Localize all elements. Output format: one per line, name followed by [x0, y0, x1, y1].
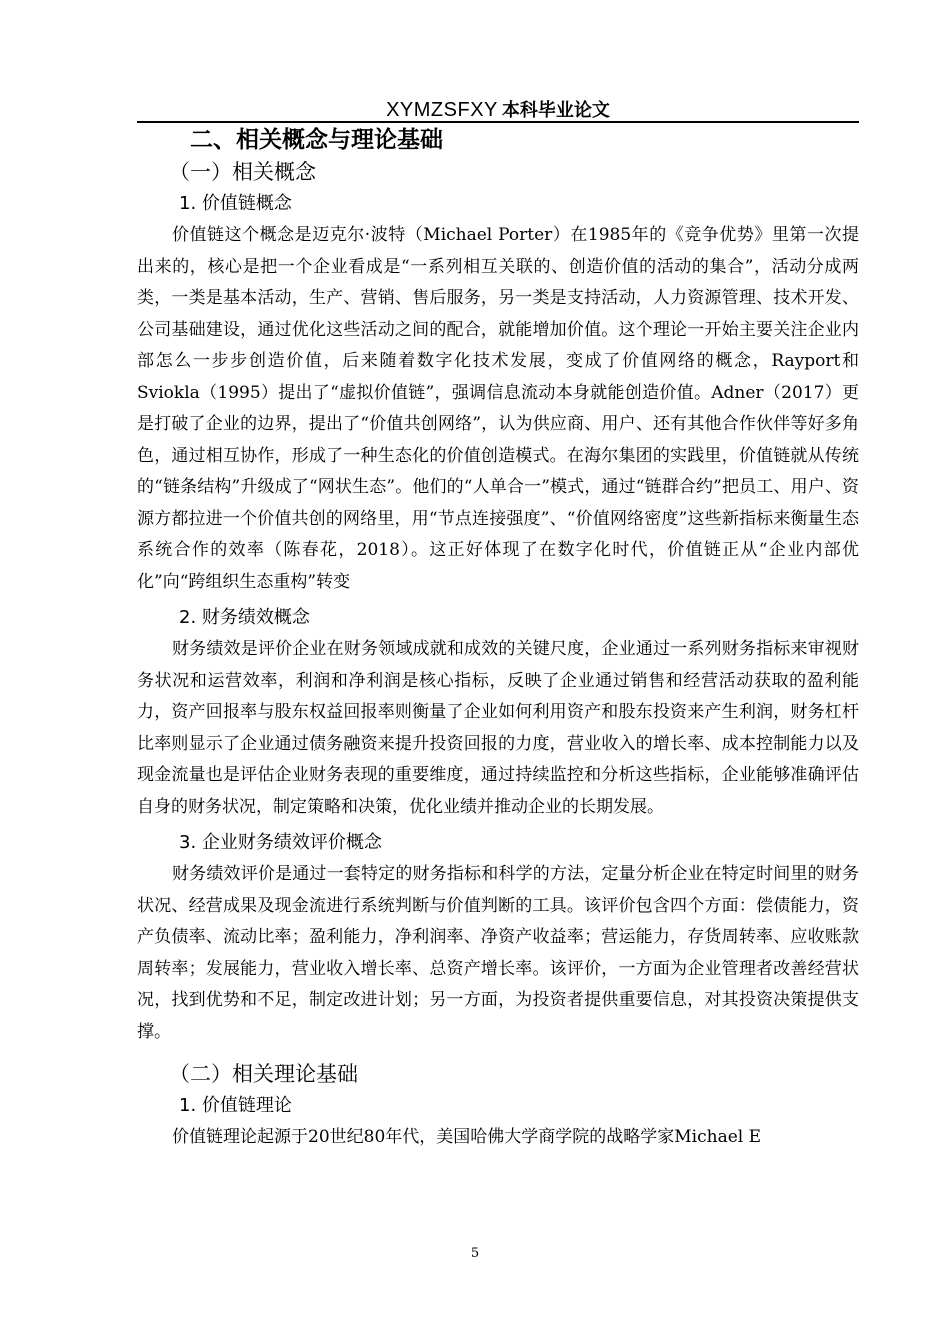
paragraph: 价值链理论起源于20世纪80年代，美国哈佛大学商学院的战略学家Michael E — [172, 1127, 762, 1147]
section-title: （二）相关理论基础 — [169, 1062, 358, 1086]
header-school-code: XYMZSFXY — [386, 99, 498, 121]
page-number: 5 — [470, 1246, 480, 1261]
subsection-title: 3. 企业财务绩效评价概念 — [179, 832, 382, 853]
header-doc-type: 本科毕业论文 — [501, 100, 610, 121]
paragraph: 财务绩效是评价企业在财务领域成就和成效的关键尺度，企业通过一系列财务指标来审视财务状况和运营效率，利润和净利润是核心指标，反映了企业通过销售和经营活动获取的盈利能力，资产回报率与股东权益回报率则衡量了企业如何利用资产和股东投资来产生利润，财务杠杆比率则显示了企业通过债务融资来提升投资回报的力度，营业收入的增长率、成本控制能力以及现金流量也是评估企业财务表现的重要维度，通过持续监控和分析这些指标，企业能够准确评估自身的财务状况，制定策略和决策，优化业绩并推动企业的长期发展。 — [137, 639, 859, 817]
page-header — [137, 97, 859, 123]
subsection-title: 2. 财务绩效概念 — [179, 607, 310, 628]
paragraph: 价值链这个概念是迈克尔·波特（Michael Porter）在1985年的《竞争优势》里第一次提出来的，核心是把一个企业看成是“一系列相互关联的、创造价值的活动的集合”，活动分成两类，一类是基本活动，生产、营销、售后服务，另一类是支持活动，人力资源管理、技术开发、公司基础建设，通过优化这些活动之间的配合，就能增加价值。这个理论一开始主要关注企业内部怎么一步步创造价值，后来随着数字化技术发展，变成了价值网络的概念，Rayport和Sviokla（1995）提出了“虚拟价值链”，强调信息流动本身就能创造价值。Adner（2017）更是打破了企业的边界，提出了“价值共创网络”，认为供应商、用户、还有其他合作伙伴等好多角色，通过相互协作，形成了一种生态化的价值创造模式。在海尔集团的实践里，价值链就从传统的“链条结构”升级成了“网状生态”。他们的“人单合一”模式，通过“链群合约”把员工、用户、资源方都拉进一个价值共创的网络里，用“节点连接强度”、“价值网络密度”这些新指标来衡量生态系统合作的效率（陈春花，2018）。这正好体现了在数字化时代，价值链正从“企业内部优化”向“跨组织生态重构”转变 — [137, 225, 859, 592]
page-body — [137, 124, 859, 1154]
chapter-title: 二、相关概念与理论基础 — [190, 127, 443, 153]
header-rule — [137, 121, 859, 123]
subsection-title: 1. 价值链理论 — [179, 1095, 292, 1116]
section-title: （一）相关概念 — [169, 160, 316, 184]
paragraph: 财务绩效评价是通过一套特定的财务指标和科学的方法，定量分析企业在特定时间里的财务状况、经营成果及现金流进行系统判断与价值判断的工具。该评价包含四个方面：偿债能力，资产负债率、流动比率；盈利能力，净利润率、净资产收益率；营运能力，存货周转率、应收账款周转率；发展能力，营业收入增长率、总资产增长率。该评价，一方面为企业管理者改善经营状况，找到优势和不足，制定改进计划；另一方面，为投资者提供重要信息，对其投资决策提供支撑。 — [137, 864, 859, 1042]
subsection-title: 1. 价值链概念 — [179, 193, 292, 214]
